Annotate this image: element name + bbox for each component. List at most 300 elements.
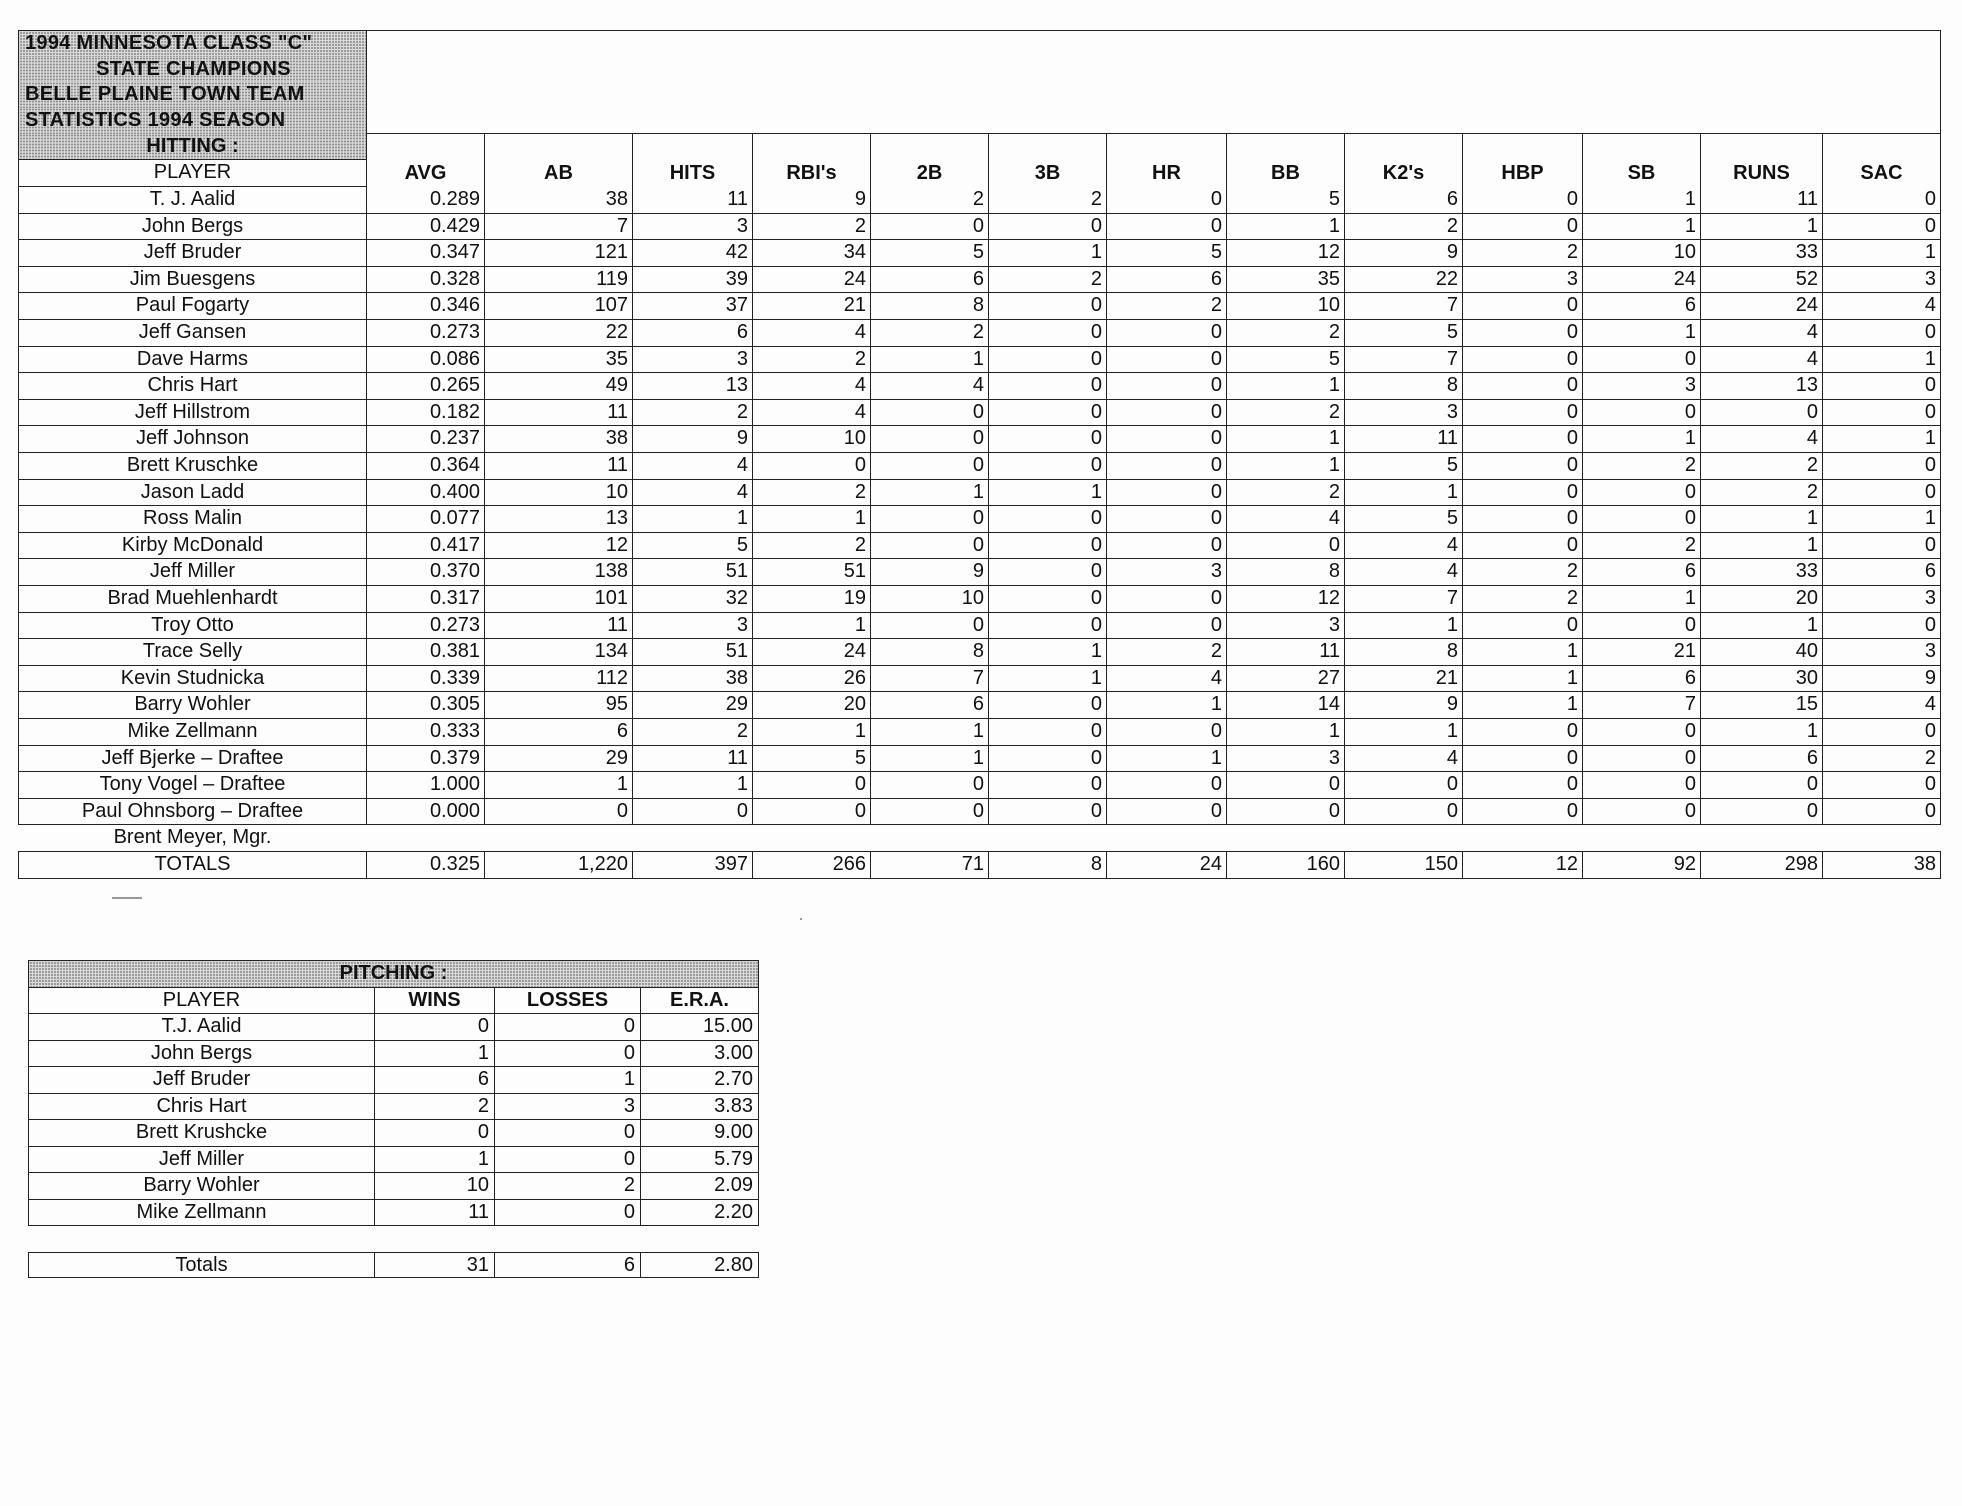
stat-avg: 0.086 [367,346,485,373]
pitching-totals-wins: 31 [375,1253,495,1278]
stat-sac: 4 [1823,692,1941,719]
stat-2b: 0 [871,532,989,559]
stat-sb: 0 [1583,745,1701,772]
title-area-blank [367,82,1941,108]
stat-3b: 0 [989,745,1107,772]
stat-3b: 1 [989,240,1107,267]
stat-hbp: 2 [1463,240,1583,267]
stat-sac: 1 [1823,506,1941,533]
stat-ab: 12 [485,532,633,559]
table-row [19,559,1941,586]
pitch-stat-wins: 6 [375,1067,495,1094]
stat-bb: 2 [1227,320,1345,347]
stat-runs: 33 [1701,559,1823,586]
stat-hits: 1 [633,772,753,799]
stat-3b: 1 [989,639,1107,666]
stat-bb: 1 [1227,453,1345,480]
table-row [19,506,1941,533]
hitting-totals-row [19,851,1941,878]
total-sb: 92 [1583,851,1701,878]
total-hr: 24 [1107,851,1227,878]
stat-sac: 0 [1823,213,1941,240]
stat-2b: 1 [871,346,989,373]
stat-avg: 0.000 [367,798,485,825]
stat-sac: 0 [1823,772,1941,799]
pitching-totals-table [28,1252,759,1278]
stat-sac: 3 [1823,266,1941,293]
player-name: Paul Ohnsborg – Draftee [19,798,367,825]
table-row [29,1120,759,1147]
stat-hbp: 0 [1463,426,1583,453]
stat-bb: 4 [1227,506,1345,533]
stat-hits: 51 [633,639,753,666]
stat-sac: 0 [1823,320,1941,347]
hitting-table [18,30,1941,879]
stat-2b: 1 [871,745,989,772]
stat-rbis: 2 [753,213,871,240]
stat-sac: 3 [1823,639,1941,666]
stat-2b: 2 [871,187,989,214]
title-area-blank [367,31,1941,57]
stat-sac: 1 [1823,426,1941,453]
stat-bb: 1 [1227,426,1345,453]
stat-sb: 2 [1583,453,1701,480]
stat-hr: 1 [1107,745,1227,772]
stat-sac: 3 [1823,585,1941,612]
stat-sac: 0 [1823,373,1941,400]
stat-k2s: 21 [1345,665,1463,692]
total-3b: 8 [989,851,1107,878]
stat-sb: 3 [1583,373,1701,400]
stat-k2s: 5 [1345,506,1463,533]
stat-runs: 0 [1701,798,1823,825]
stat-avg: 0.333 [367,718,485,745]
stat-ab: 101 [485,585,633,612]
stat-hits: 4 [633,453,753,480]
player-name: Tony Vogel – Draftee [19,772,367,799]
scan-speck [112,897,142,899]
stat-bb: 3 [1227,612,1345,639]
col-header-era: E.R.A. [641,987,759,1014]
stat-runs: 52 [1701,266,1823,293]
title-line-1: 1994 MINNESOTA CLASS "C" [19,31,367,57]
pitch-stat-wins: 2 [375,1093,495,1120]
stat-bb: 12 [1227,585,1345,612]
stat-k2s: 3 [1345,399,1463,426]
pitch-stat-wins: 1 [375,1040,495,1067]
stat-hbp: 0 [1463,798,1583,825]
title-area-blank [367,57,1941,83]
pitcher-name: Jeff Bruder [29,1067,375,1094]
stat-ab: 22 [485,320,633,347]
stat-k2s: 22 [1345,266,1463,293]
stat-2b: 8 [871,639,989,666]
table-row [29,1146,759,1173]
pitch-stat-era: 9.00 [641,1120,759,1147]
player-name: Kevin Studnicka [19,665,367,692]
stat-2b: 0 [871,453,989,480]
stat-sac: 0 [1823,798,1941,825]
stat-avg: 0.265 [367,373,485,400]
stat-hits: 2 [633,718,753,745]
stat-hbp: 0 [1463,293,1583,320]
stat-hbp: 0 [1463,745,1583,772]
pitch-stat-wins: 0 [375,1120,495,1147]
stat-ab: 95 [485,692,633,719]
stat-hbp: 0 [1463,399,1583,426]
title-line-2: STATE CHAMPIONS [19,57,367,83]
stat-3b: 0 [989,293,1107,320]
pitch-stat-wins: 11 [375,1199,495,1226]
stat-runs: 1 [1701,506,1823,533]
stat-sac: 1 [1823,240,1941,267]
col-header-k2s: K2's [1345,134,1463,187]
player-name: Kirby McDonald [19,532,367,559]
stat-hr: 0 [1107,532,1227,559]
table-row [29,1014,759,1041]
stat-sb: 1 [1583,585,1701,612]
stat-sac: 6 [1823,559,1941,586]
stat-rbis: 4 [753,373,871,400]
stat-bb: 35 [1227,266,1345,293]
stat-runs: 20 [1701,585,1823,612]
stat-avg: 0.289 [367,187,485,214]
stat-k2s: 1 [1345,718,1463,745]
stat-bb: 2 [1227,399,1345,426]
total-hits: 397 [633,851,753,878]
pitching-totals-losses: 6 [495,1253,641,1278]
stat-k2s: 4 [1345,532,1463,559]
stat-2b: 0 [871,399,989,426]
total-runs: 298 [1701,851,1823,878]
stat-sb: 6 [1583,559,1701,586]
stat-rbis: 1 [753,718,871,745]
stat-bb: 27 [1227,665,1345,692]
stat-hbp: 0 [1463,346,1583,373]
table-row [19,426,1941,453]
stat-hr: 0 [1107,772,1227,799]
stat-sb: 0 [1583,612,1701,639]
table-row [19,612,1941,639]
stat-hbp: 1 [1463,639,1583,666]
stat-bb: 1 [1227,718,1345,745]
stat-runs: 0 [1701,772,1823,799]
stat-2b: 0 [871,426,989,453]
table-row [19,346,1941,373]
stat-3b: 0 [989,692,1107,719]
stat-k2s: 0 [1345,798,1463,825]
stat-2b: 4 [871,373,989,400]
stat-avg: 0.381 [367,639,485,666]
stat-bb: 5 [1227,346,1345,373]
stat-hr: 2 [1107,293,1227,320]
stat-bb: 0 [1227,798,1345,825]
stat-3b: 0 [989,346,1107,373]
stat-k2s: 7 [1345,293,1463,320]
pitcher-name: Jeff Miller [29,1146,375,1173]
stat-hr: 0 [1107,453,1227,480]
stat-sac: 1 [1823,346,1941,373]
stat-3b: 0 [989,506,1107,533]
scan-speck [800,918,802,920]
stat-ab: 11 [485,612,633,639]
stat-hr: 0 [1107,718,1227,745]
table-row [29,1173,759,1200]
stat-3b: 0 [989,213,1107,240]
stat-hr: 0 [1107,213,1227,240]
stat-rbis: 2 [753,346,871,373]
stat-ab: 1 [485,772,633,799]
stat-sb: 0 [1583,399,1701,426]
stat-hbp: 0 [1463,373,1583,400]
stat-3b: 0 [989,612,1107,639]
stat-3b: 0 [989,373,1107,400]
stat-hr: 2 [1107,639,1227,666]
stat-hbp: 2 [1463,585,1583,612]
stat-k2s: 7 [1345,585,1463,612]
stat-ab: 13 [485,506,633,533]
stat-hits: 42 [633,240,753,267]
stat-hits: 32 [633,585,753,612]
table-row [29,1067,759,1094]
stat-k2s: 5 [1345,453,1463,480]
pitch-stat-losses: 2 [495,1173,641,1200]
stat-sb: 1 [1583,320,1701,347]
stat-bb: 5 [1227,187,1345,214]
col-header-ab: AB [485,134,633,187]
stat-3b: 0 [989,426,1107,453]
player-name: Barry Wohler [19,692,367,719]
pitcher-name: Barry Wohler [29,1173,375,1200]
player-column-header: PLAYER [19,160,367,187]
pitcher-name: T.J. Aalid [29,1014,375,1041]
stat-3b: 0 [989,585,1107,612]
pitcher-name: Chris Hart [29,1093,375,1120]
stat-hr: 4 [1107,665,1227,692]
stat-2b: 0 [871,772,989,799]
pitch-stat-wins: 1 [375,1146,495,1173]
stat-avg: 0.364 [367,453,485,480]
stat-hits: 3 [633,346,753,373]
stat-hits: 0 [633,798,753,825]
stat-avg: 0.370 [367,559,485,586]
stat-rbis: 0 [753,798,871,825]
stat-rbis: 34 [753,240,871,267]
pitching-totals-era: 2.80 [641,1253,759,1278]
stat-2b: 9 [871,559,989,586]
stat-ab: 138 [485,559,633,586]
stat-ab: 29 [485,745,633,772]
stat-avg: 0.182 [367,399,485,426]
table-row [19,665,1941,692]
stat-k2s: 5 [1345,320,1463,347]
stat-sac: 0 [1823,187,1941,214]
stat-avg: 0.077 [367,506,485,533]
stat-sb: 21 [1583,639,1701,666]
player-name: Jason Ladd [19,479,367,506]
stat-hbp: 0 [1463,772,1583,799]
stat-bb: 8 [1227,559,1345,586]
stat-bb: 1 [1227,213,1345,240]
stat-rbis: 5 [753,745,871,772]
table-row [19,585,1941,612]
pitch-stat-losses: 0 [495,1120,641,1147]
stat-runs: 1 [1701,718,1823,745]
stat-bb: 0 [1227,772,1345,799]
pitching-section-label: PITCHING : [29,961,759,988]
stat-2b: 8 [871,293,989,320]
stat-ab: 11 [485,399,633,426]
stat-sac: 0 [1823,479,1941,506]
pitch-stat-wins: 10 [375,1173,495,1200]
stat-2b: 6 [871,692,989,719]
stat-runs: 6 [1701,745,1823,772]
stat-hbp: 0 [1463,506,1583,533]
stat-runs: 4 [1701,346,1823,373]
col-header-avg: AVG [367,134,485,187]
stat-ab: 38 [485,426,633,453]
table-row [19,399,1941,426]
stat-sac: 4 [1823,293,1941,320]
stat-bb: 10 [1227,293,1345,320]
stat-hr: 0 [1107,479,1227,506]
stat-rbis: 19 [753,585,871,612]
stat-rbis: 21 [753,293,871,320]
player-name: Jeff Hillstrom [19,399,367,426]
table-row [29,1199,759,1226]
stat-hr: 1 [1107,692,1227,719]
stat-avg: 0.305 [367,692,485,719]
stat-avg: 0.417 [367,532,485,559]
stat-sac: 2 [1823,745,1941,772]
col-header-3b: 3B [989,134,1107,187]
pitch-stat-era: 2.70 [641,1067,759,1094]
stat-3b: 0 [989,718,1107,745]
title-line-4: STATISTICS 1994 SEASON [19,108,367,134]
stat-sb: 1 [1583,213,1701,240]
stat-2b: 7 [871,665,989,692]
stat-3b: 2 [989,187,1107,214]
stat-avg: 0.317 [367,585,485,612]
player-name: Jeff Johnson [19,426,367,453]
stat-avg: 0.400 [367,479,485,506]
player-name: Brett Kruschke [19,453,367,480]
stat-hits: 13 [633,373,753,400]
stat-bb: 14 [1227,692,1345,719]
stat-sb: 1 [1583,187,1701,214]
stat-hr: 0 [1107,399,1227,426]
stat-k2s: 8 [1345,373,1463,400]
stat-sac: 9 [1823,665,1941,692]
stat-avg: 0.379 [367,745,485,772]
stat-ab: 119 [485,266,633,293]
stat-hr: 6 [1107,266,1227,293]
stat-2b: 1 [871,479,989,506]
table-row [19,798,1941,825]
stat-hr: 0 [1107,346,1227,373]
stat-sb: 6 [1583,293,1701,320]
stat-runs: 1 [1701,612,1823,639]
stat-runs: 24 [1701,293,1823,320]
stat-sac: 0 [1823,453,1941,480]
stat-ab: 49 [485,373,633,400]
stat-k2s: 6 [1345,187,1463,214]
stat-sac: 0 [1823,532,1941,559]
stat-3b: 1 [989,479,1107,506]
table-row [19,453,1941,480]
pitch-stat-era: 3.83 [641,1093,759,1120]
stat-hr: 0 [1107,187,1227,214]
stat-runs: 1 [1701,213,1823,240]
stat-avg: 0.237 [367,426,485,453]
stat-runs: 40 [1701,639,1823,666]
stat-hits: 3 [633,213,753,240]
stat-sb: 0 [1583,718,1701,745]
player-name: Jeff Gansen [19,320,367,347]
stat-hr: 0 [1107,373,1227,400]
player-name: Paul Fogarty [19,293,367,320]
stat-bb: 12 [1227,240,1345,267]
total-sac: 38 [1823,851,1941,878]
table-row [19,639,1941,666]
stat-k2s: 2 [1345,213,1463,240]
stat-ab: 134 [485,639,633,666]
stat-rbis: 4 [753,320,871,347]
stat-rbis: 24 [753,639,871,666]
stat-rbis: 9 [753,187,871,214]
stat-sac: 0 [1823,612,1941,639]
stat-bb: 1 [1227,373,1345,400]
stat-hits: 5 [633,532,753,559]
pitch-stat-losses: 0 [495,1040,641,1067]
player-name: Ross Malin [19,506,367,533]
stat-bb: 0 [1227,532,1345,559]
stat-3b: 0 [989,399,1107,426]
player-name: Jeff Miller [19,559,367,586]
col-header-hits: HITS [633,134,753,187]
stat-sb: 0 [1583,479,1701,506]
stat-rbis: 1 [753,612,871,639]
hitting-totals-label: TOTALS [19,851,367,878]
stat-ab: 112 [485,665,633,692]
stat-hr: 0 [1107,426,1227,453]
stat-hbp: 2 [1463,559,1583,586]
stat-3b: 1 [989,665,1107,692]
stat-2b: 2 [871,320,989,347]
stat-avg: 0.328 [367,266,485,293]
stat-3b: 0 [989,772,1107,799]
stat-k2s: 8 [1345,639,1463,666]
total-2b: 71 [871,851,989,878]
total-hbp: 12 [1463,851,1583,878]
player-name: Dave Harms [19,346,367,373]
table-row [19,479,1941,506]
player-name: T. J. Aalid [19,187,367,214]
title-area-blank [367,108,1941,134]
stat-3b: 2 [989,266,1107,293]
stat-rbis: 2 [753,479,871,506]
stat-bb: 3 [1227,745,1345,772]
stat-2b: 5 [871,240,989,267]
stat-runs: 4 [1701,426,1823,453]
stat-bb: 2 [1227,479,1345,506]
pitching-player-header: PLAYER [29,987,375,1014]
pitcher-name: Mike Zellmann [29,1199,375,1226]
stat-3b: 0 [989,453,1107,480]
stat-runs: 33 [1701,240,1823,267]
stat-hits: 38 [633,665,753,692]
stat-2b: 6 [871,266,989,293]
